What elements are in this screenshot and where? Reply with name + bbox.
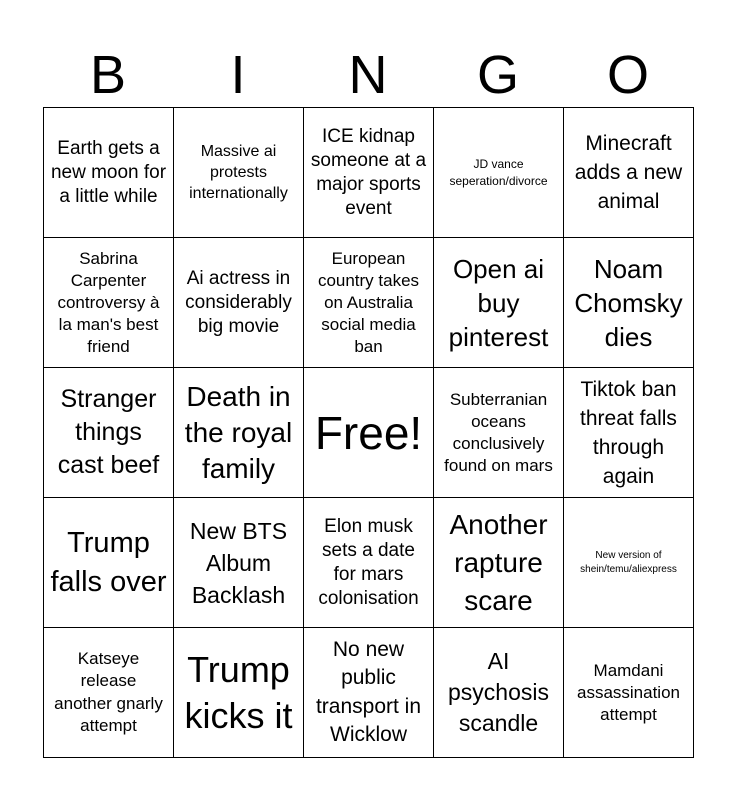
- bingo-cell-5-5[interactable]: [564, 628, 694, 758]
- cell-text: ICE kidnap someone at a major sports event: [310, 125, 427, 219]
- bingo-header: [43, 44, 693, 106]
- cell-text: Stranger things cast beef: [57, 385, 160, 479]
- bingo-card-grid: [43, 107, 694, 758]
- cell-text: Trump falls over: [50, 526, 167, 598]
- bingo-cell-3-3[interactable]: [304, 368, 434, 498]
- header-letter-g: G: [476, 45, 519, 105]
- cell-text: Earth gets a new moon for a little while: [50, 137, 167, 207]
- cell-text: No new public transport in Wicklow: [315, 637, 422, 746]
- bingo-cell-3-5[interactable]: [564, 368, 694, 498]
- bingo-cell-1-4[interactable]: [434, 108, 564, 238]
- bingo-cell-4-4[interactable]: [434, 498, 564, 628]
- free-space: Free!: [314, 406, 423, 459]
- cell-text: Subterranian oceans conclusively found on mars: [444, 389, 553, 475]
- cell-text: Ai actress in considerably big movie: [185, 267, 292, 337]
- bingo-cell-1-5[interactable]: [564, 108, 694, 238]
- cell-text: Elon musk sets a date for mars colonisation: [318, 515, 419, 609]
- header-letter-b: B: [89, 45, 127, 105]
- bingo-cell-2-2[interactable]: [174, 238, 304, 368]
- bingo-cell-1-2[interactable]: [174, 108, 304, 238]
- bingo-cell-2-1[interactable]: [44, 238, 174, 368]
- bingo-cell-2-3[interactable]: [304, 238, 434, 368]
- cell-text: AI psychosis scandle: [448, 648, 549, 736]
- bingo-cell-3-4[interactable]: [434, 368, 564, 498]
- header-letter-n: N: [348, 45, 388, 105]
- cell-text: Tiktok ban threat falls through again: [580, 377, 677, 488]
- cell-text: Open ai buy pinterest: [448, 253, 549, 352]
- bingo-cell-1-3[interactable]: [304, 108, 434, 238]
- header-letter-o: O: [606, 45, 649, 105]
- cell-text: Mamdani assassination attempt: [576, 660, 680, 724]
- cell-text: Trump kicks it: [184, 648, 293, 736]
- cell-text: Sabrina Carpenter controversy à la man's best friend: [57, 248, 160, 356]
- bingo-cell-4-5[interactable]: [564, 498, 694, 628]
- bingo-cell-3-2[interactable]: [174, 368, 304, 498]
- bingo-cell-5-1[interactable]: [44, 628, 174, 758]
- cell-text: Death in the royal family: [184, 380, 293, 484]
- bingo-cell-3-1[interactable]: [44, 368, 174, 498]
- bingo-cell-2-5[interactable]: [564, 238, 694, 368]
- bingo-cell-4-3[interactable]: [304, 498, 434, 628]
- bingo-cell-2-4[interactable]: [434, 238, 564, 368]
- header-letter-i: I: [230, 45, 246, 105]
- bingo-cell-4-1[interactable]: [44, 498, 174, 628]
- cell-text: New version of shein/temu/aliexpress: [580, 549, 677, 575]
- cell-text: Noam Chomsky dies: [574, 253, 683, 352]
- bingo-cell-5-3[interactable]: [304, 628, 434, 758]
- cell-text: Katseye release another gnarly attempt: [54, 648, 163, 735]
- cell-text: Minecraft adds a new animal: [574, 132, 683, 213]
- cell-text: JD vance seperation/divorce: [449, 156, 548, 188]
- cell-text: New BTS Album Backlash: [189, 517, 288, 608]
- bingo-cell-5-4[interactable]: [434, 628, 564, 758]
- cell-text: European country takes on Australia social media ban: [317, 248, 420, 356]
- bingo-cell-1-1[interactable]: [44, 108, 174, 238]
- bingo-cell-5-2[interactable]: [174, 628, 304, 758]
- bingo-cell-4-2[interactable]: [174, 498, 304, 628]
- cell-text: Another rapture scare: [449, 508, 548, 616]
- cell-text: Massive ai protests internationally: [189, 143, 288, 202]
